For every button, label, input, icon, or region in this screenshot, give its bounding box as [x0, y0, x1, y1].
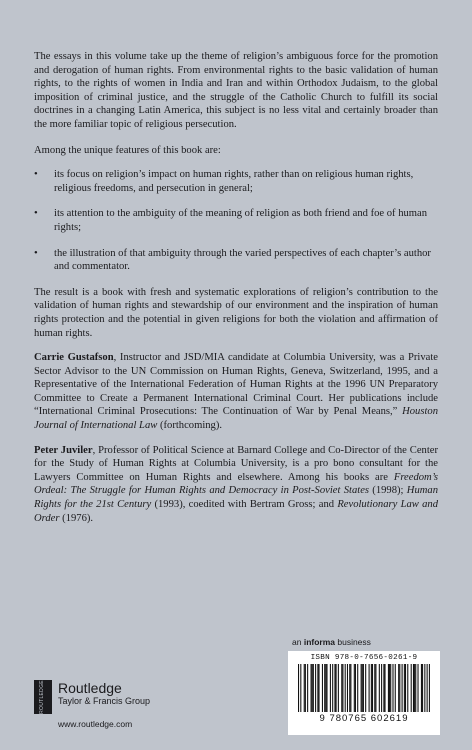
barcode-bar	[334, 664, 335, 712]
bio-text-tail: (forthcoming).	[157, 420, 223, 432]
barcode-bar	[395, 664, 396, 712]
imprint-prefix: an	[292, 637, 304, 647]
isbn-number: ISBN 978-0-7656-0261-9	[310, 654, 418, 662]
barcode-bar	[371, 664, 372, 712]
barcode-bar	[318, 664, 319, 712]
barcode-bar	[304, 664, 305, 712]
publisher-name: Routledge	[58, 680, 122, 696]
barcode-bar	[305, 664, 306, 712]
barcode-bar	[300, 664, 301, 712]
barcode-bar	[363, 664, 364, 712]
feature-item	[34, 247, 438, 274]
feature-text: its focus on religion’s impact on human rights, rather than on religious human rights, religious freedoms, and persecution in general;	[54, 169, 414, 194]
barcode-bar	[417, 664, 418, 712]
author-name: Peter Juviler	[34, 444, 93, 456]
barcode-bar	[427, 664, 428, 712]
barcode-bar	[312, 664, 313, 712]
feature-item	[34, 207, 438, 234]
barcode-bar	[402, 664, 403, 712]
book-title: Freedom’s Ordeal: The Struggle for Human Rights and Democracy in Post-Soviet States	[34, 471, 438, 497]
barcode-bar	[357, 664, 358, 712]
imprint-brand: informa	[303, 637, 335, 647]
barcode-bar	[341, 664, 342, 712]
journal-title: Houston Journal of International Law	[34, 406, 438, 432]
barcode-bar	[404, 664, 405, 712]
isbn-barcode	[288, 651, 440, 735]
barcode-bar	[389, 664, 390, 712]
author-bio-juviler	[34, 444, 438, 526]
barcode-bar	[317, 664, 318, 712]
routledge-logo-icon	[34, 680, 52, 714]
barcode-icon	[298, 664, 430, 712]
barcode-bar	[399, 664, 400, 712]
features-lead: Among the unique features of this book are:	[34, 144, 221, 156]
barcode-bar	[307, 664, 308, 712]
feature-text: its attention to the ambiguity of the meaning of religion as both friend and foe of human rights;	[54, 208, 428, 233]
barcode-bar	[313, 664, 314, 712]
bio-text: , Instructor and JSD/MIA candidate at Columbia University, was a Private Sector Advisor to the UN Commission on Human Rights, Geneva, Switzerland, 1995, and a Representative of the International Federation of Human Rights at the 1996 UN Preparatory Committee to Create a Permanent International Criminal Court. Her publications include “International Criminal Prosecutions: The Continuation of War by Penal Means,”	[34, 352, 438, 418]
barcode-bar	[375, 664, 376, 712]
barcode-bar	[392, 664, 393, 712]
barcode-bar	[415, 664, 416, 712]
barcode-bar	[361, 664, 362, 712]
barcode-bar	[298, 664, 299, 712]
intro-paragraph: The essays in this volume take up the theme of religion’s ambiguous force for the promotion and derogation of human rights. From environmental rights to the basic validation of human rights, to the rights of women in India and Iran and within Orthodox Judaism, to the global imposition of criminal justice, and the struggle of the Catholic Church to fulfill its social doctrines in a changing Latin America, this subject is no less vital and certainly broader than the more familiar topic of religious persecution.	[34, 51, 438, 130]
barcode-bar	[369, 664, 370, 712]
barcode-bar	[421, 664, 422, 712]
book-title: Revolutionary Law and Order	[34, 499, 438, 524]
barcode-bar	[383, 664, 384, 712]
book-title: Human Rights for the 21st Century	[34, 485, 438, 511]
barcode-bar	[374, 664, 375, 712]
barcode-bar	[362, 664, 363, 712]
bullet-icon: •	[34, 169, 38, 181]
barcode-bar	[381, 664, 382, 712]
feature-text: the illustration of that ambiguity through the varied perspectives of each chapter’s author and commentator.	[54, 247, 431, 273]
bio-text: , Professor of Political Science at Barnard College and Co-Director of the Center for the Study of Human Rights at Columbia University, is a pro bono consultant for the Lawyers Committee on Human Rights and elsewhere. Among his books are	[34, 444, 438, 483]
barcode-bar	[354, 664, 355, 712]
publisher-group: Taylor & Francis Group	[58, 696, 151, 706]
feature-item	[34, 168, 438, 195]
barcode-bar	[405, 664, 406, 712]
bio-text: (1998);	[369, 485, 407, 497]
barcode-bar	[429, 664, 430, 712]
barcode-bar	[342, 664, 343, 712]
barcode-bar	[345, 664, 346, 712]
barcode-bar	[388, 664, 389, 712]
barcode-bar	[384, 664, 385, 712]
barcode-bar	[407, 664, 408, 712]
barcode-bar	[315, 664, 316, 712]
bio-text-tail: (1976).	[59, 512, 94, 524]
barcode-bar	[330, 664, 331, 712]
barcode-bar	[332, 664, 333, 712]
barcode-bar	[322, 664, 323, 712]
barcode-bar	[424, 664, 425, 712]
barcode-bar	[390, 664, 391, 712]
barcode-bar	[347, 664, 348, 712]
barcode-bar	[379, 664, 380, 712]
barcode-bar	[422, 664, 423, 712]
barcode-bar	[336, 664, 337, 712]
bullet-icon: •	[34, 208, 38, 220]
informa-imprint	[292, 637, 371, 647]
barcode-bar	[311, 664, 312, 712]
barcode-bar	[326, 664, 327, 712]
barcode-bar	[324, 664, 325, 712]
features-list	[34, 168, 438, 274]
barcode-bar	[325, 664, 326, 712]
logo-text: ROUTLEDGE	[39, 680, 45, 714]
bullet-icon: •	[34, 247, 38, 259]
author-name: Carrie Gustafson	[34, 352, 114, 364]
bio-text: (1993), coedited with Bertram Gross; and	[151, 499, 338, 511]
barcode-bar	[349, 664, 350, 712]
publisher-url: www.routledge.com	[58, 719, 133, 729]
barcode-bar	[365, 664, 366, 712]
barcode-bar	[413, 664, 414, 712]
barcode-bar	[355, 664, 356, 712]
publisher-block	[34, 680, 150, 729]
barcode-digits: 9 780765 602619	[319, 713, 409, 724]
barcode-bar	[414, 664, 415, 712]
barcode-bar	[338, 664, 339, 712]
barcode-bar	[411, 664, 412, 712]
barcode-bar	[372, 664, 373, 712]
author-bio-gustafson	[34, 351, 438, 433]
result-paragraph: The result is a book with fresh and systematic explorations of religion’s contribution to the validation of human rights and stewardship of our environment and the inspiration of human rights protection and the potential in given religions for both the violation and affirmation of human rights.	[34, 286, 438, 339]
barcode-bar	[398, 664, 399, 712]
imprint-suffix: business	[335, 637, 371, 647]
barcode-bar	[350, 664, 351, 712]
blurb-text	[34, 50, 438, 536]
